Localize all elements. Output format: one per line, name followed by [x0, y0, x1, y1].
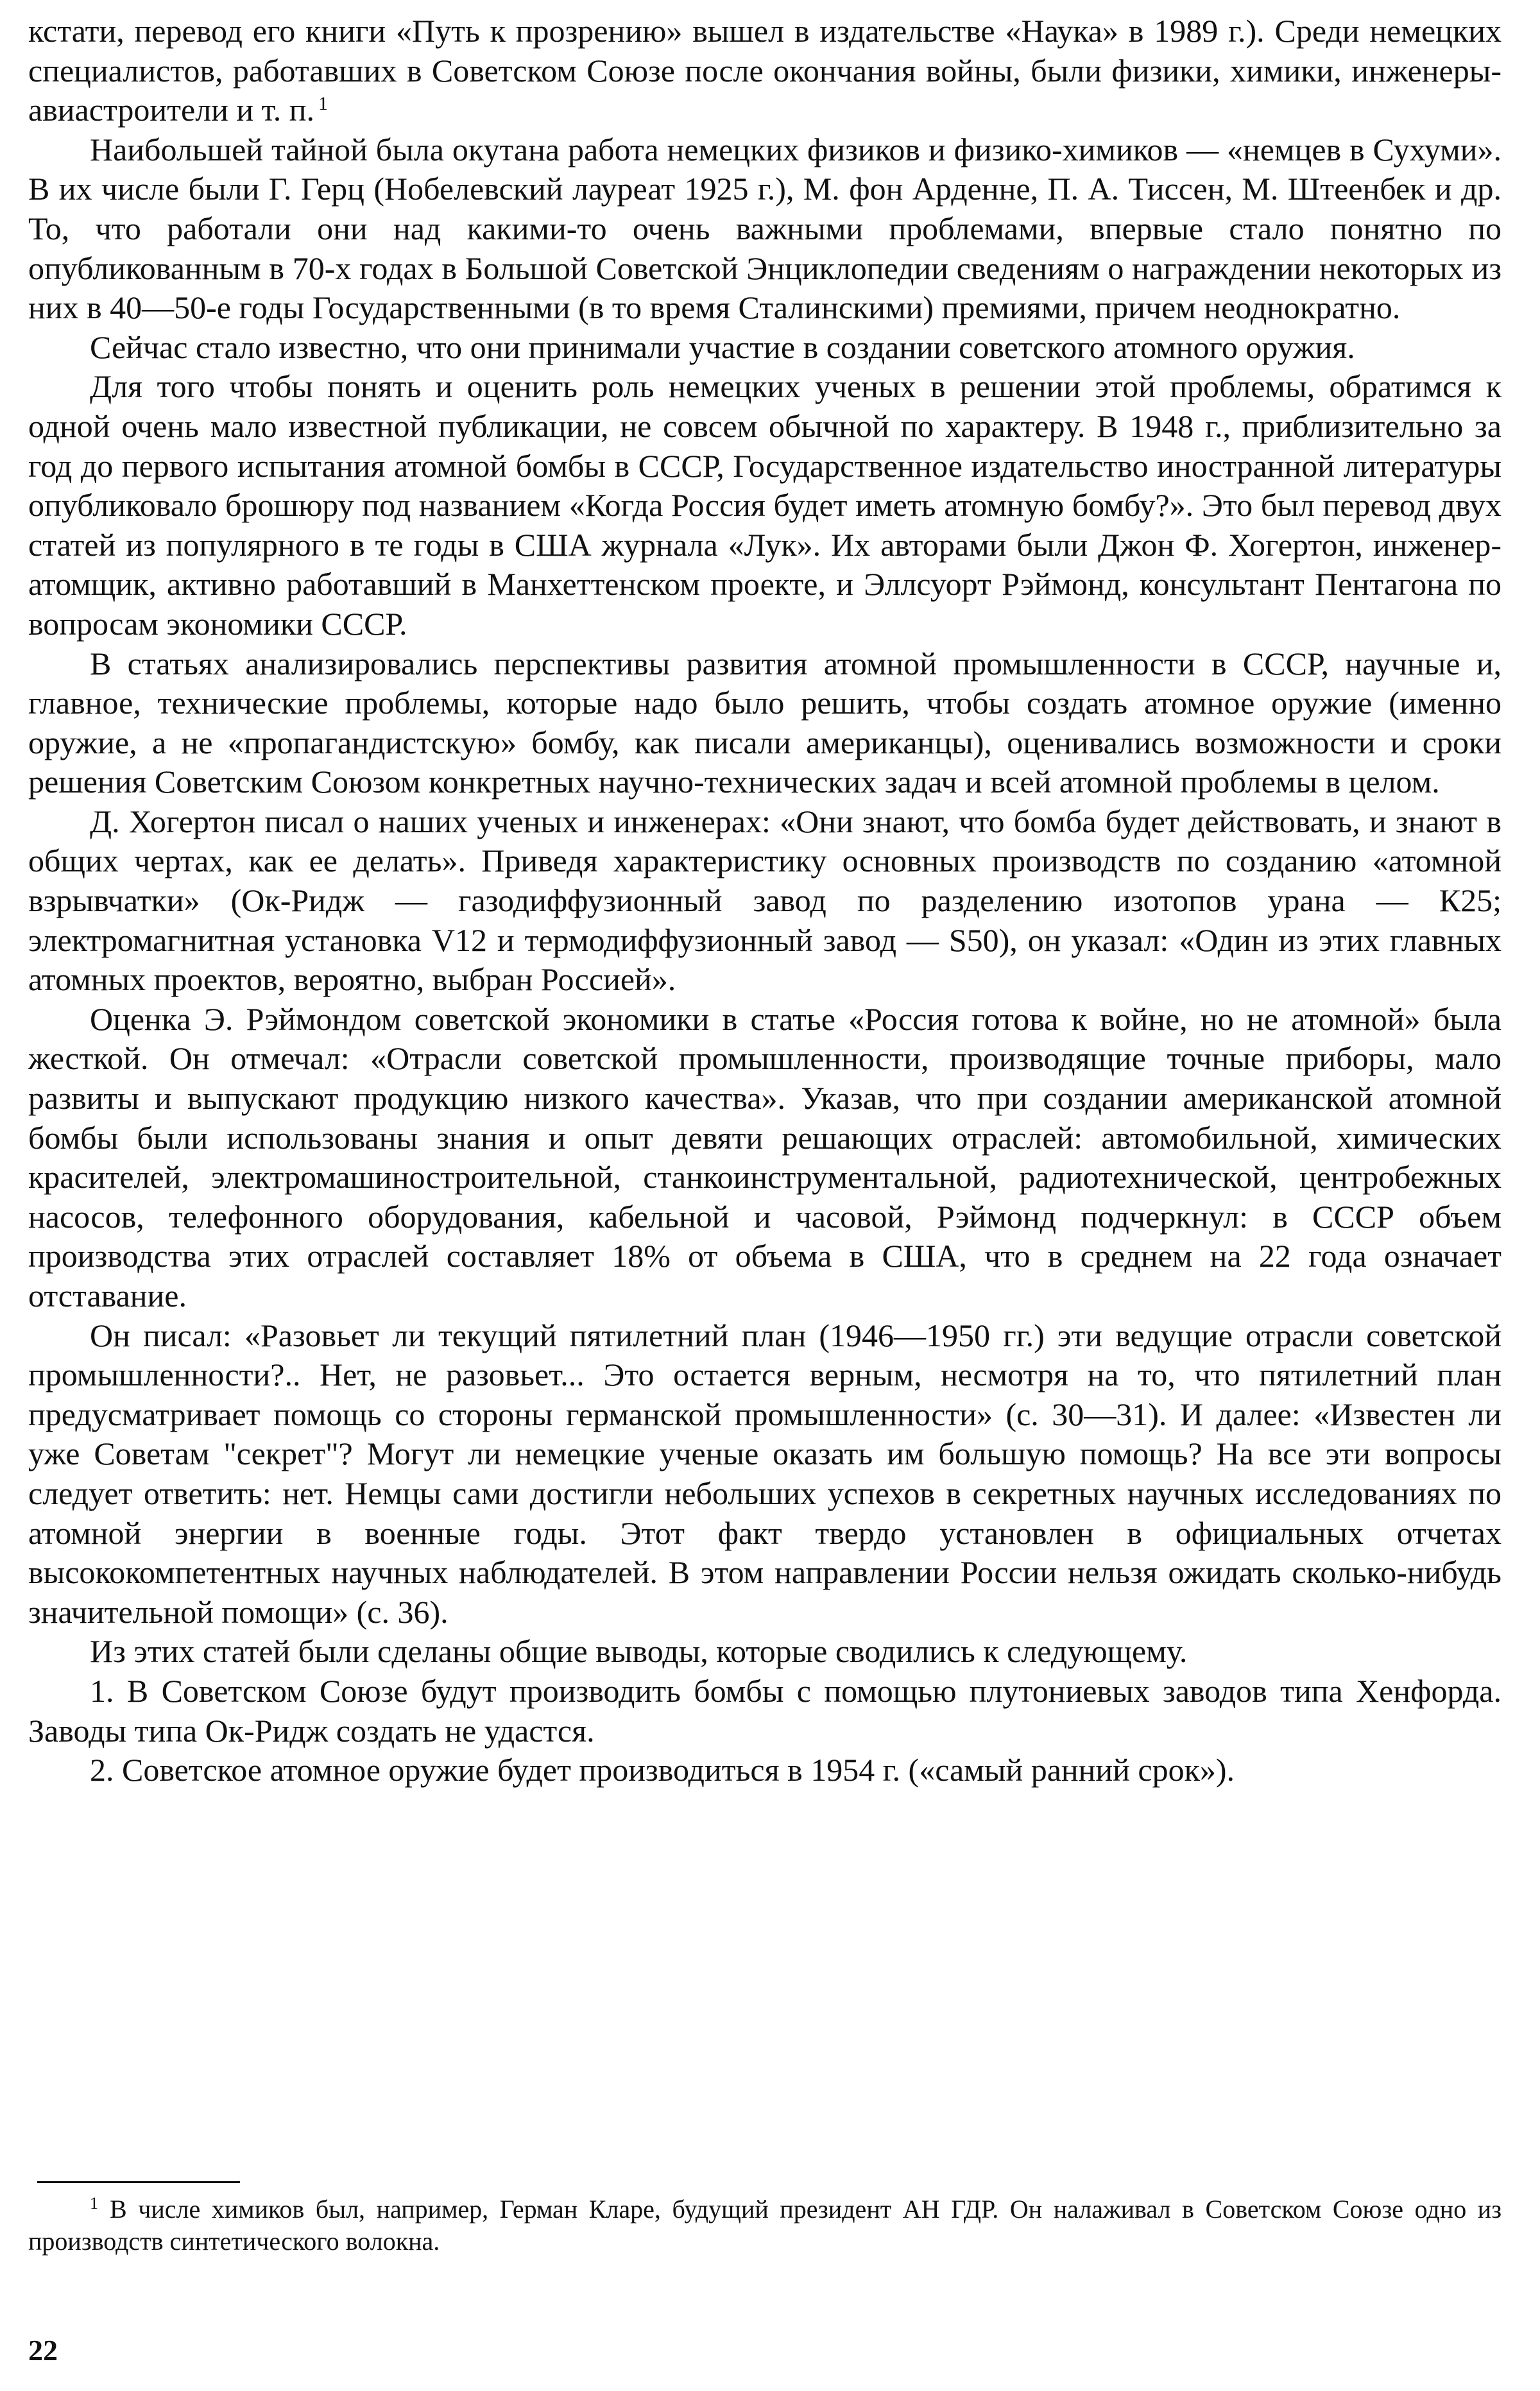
page-body: [28, 12, 1502, 1790]
paragraph-5: В статьях анализировались перспективы развития атомной промышленности в СССР, научные и, главное, технические проблемы, которые надо было решить, чтобы создать атомное оружие (именно оружие, а не «пропагандистскую» бомбу, как писали американцы), оценивались возможности и сроки решения Советским Союзом конкретных научно-технических задач и всей атомной проблемы в целом.: [28, 645, 1502, 800]
page-number: 22: [28, 2334, 58, 2367]
footnote-text: В числе химиков был, например, Герман Кларе, будущий президент АН ГДР. Он налаживал в Советском Союзе одно из производств синтетического волокна.: [28, 2195, 1502, 2256]
footnote-reference[interactable]: 1: [318, 92, 329, 114]
paragraph-8: Он писал: «Разовьет ли текущий пятилетний план (1946—1950 гг.) эти ведущие отрасли советской промышленности?.. Нет, не разовьет... Это остается верным, несмотря на то, что пятилетний план предусматривает помощь со стороны германской промышленности» (с. 30—31). И далее: «Известен ли уже Советам "секрет"? Могут ли немецкие ученые оказать им большую помощь? На все эти вопросы следует ответить: нет. Немцы сами достигли небольших успехов в секретных научных исследованиях по атомной энергии в военные годы. Этот факт твердо установлен в официальных отчетах высококомпетентных научных наблюдателей. В этом направлении России нельзя ожидать сколько-нибудь значительной помощи» (с. 36).: [28, 1317, 1502, 1630]
paragraph-9: Из этих статей были сделаны общие выводы, которые сводились к следующему.: [90, 1633, 1188, 1670]
paragraph-4: Для того чтобы понять и оценить роль немецких ученых в решении этой проблемы, обратимся к одной очень мало известной публикации, не совсем обычной по характеру. В 1948 г., приблизительно за год до первого испытания атомной бомбы в СССР, Государственное издательство иностранной литературы опубликовало брошюру под названием «Когда Россия будет иметь атомную бомбу?». Это был перевод двух статей из популярного в те годы в США журнала «Лук». Их авторами были Джон Ф. Хогертон, инженер-атомщик, активно работавший в Манхеттенском проекте, и Эллсуорт Рэймонд, консультант Пентагона по вопросам экономики СССР.: [28, 368, 1502, 642]
footnote-number: 1: [90, 2193, 98, 2213]
paragraph-3: Сейчас стало известно, что они принимали участие в создании советского атомного оружия.: [90, 329, 1355, 365]
paragraph-7: Оценка Э. Рэймондом советской экономики в статье «Россия готова к войне, но не атомной» была жесткой. Он отмечал: «Отрасли советской промышленности, производящие точные приборы, мало развиты и выпускают продукцию низкого качества». Указав, что при создании американской атомной бомбы были использованы знания и опыт девяти решающих отраслей: автомобильной, химических красителей, электромашиностроительной, станкоинструментальной, радиотехнической, центробежных насосов, телефонного оборудования, кабельной и часовой, Рэймонд подчеркнул: в СССР объем производства этих отраслей составляет 18% от объема в США, что в среднем на 22 года означает отставание.: [28, 1000, 1502, 1314]
paragraph-10: 1. В Советском Союзе будут производить бомбы с помощью плутониевых заводов типа Хенфорда. Заводы типа Ок-Ридж создать не удастся.: [28, 1672, 1502, 1749]
footnote: [28, 2193, 1502, 2258]
paragraph-11: 2. Советское атомное оружие будет производиться в 1954 г. («самый ранний срок»).: [90, 1752, 1235, 1788]
paragraph-1: [28, 12, 1502, 130]
paragraph-6: Д. Хогертон писал о наших ученых и инженерах: «Они знают, что бомба будет действовать, и знают в общих чертах, как ее делать». Приведя характеристику основных производств по созданию «атомной взрывчатки» (Ок-Ридж — газодиффузионный завод по разделению изотопов урана — К25; электромагнитная установка V12 и термодиффузионный завод — S50), он указал: «Один из этих главных атомных проектов, вероятно, выбран Россией».: [28, 803, 1502, 998]
paragraph-2: Наибольшей тайной была окутана работа немецких физиков и физико-химиков — «немцев в Сухуми». В их числе были Г. Герц (Нобелевский лауреат 1925 г.), М. фон Арденне, П. А. Тиссен, М. Штеенбек и др. То, что работали они над какими-то очень важными проблемами, впервые стало понятно по опубликованным в 70-х годах в Большой Советской Энциклопедии сведениям о награждении некоторых из них в 40—50-е годы Государственными (в то время Сталинскими) премиями, причем неоднократно.: [28, 131, 1502, 326]
paragraph-1-text: кстати, перевод его книги «Путь к прозрению» вышел в издательстве «Наука» в 1989 г.). Среди немецких специалистов, работавших в Советском Союзе после окончания войны, были физики, химики, инженеры-авиастроители и т. п.: [28, 13, 1502, 128]
footnote-divider: [37, 2181, 240, 2183]
